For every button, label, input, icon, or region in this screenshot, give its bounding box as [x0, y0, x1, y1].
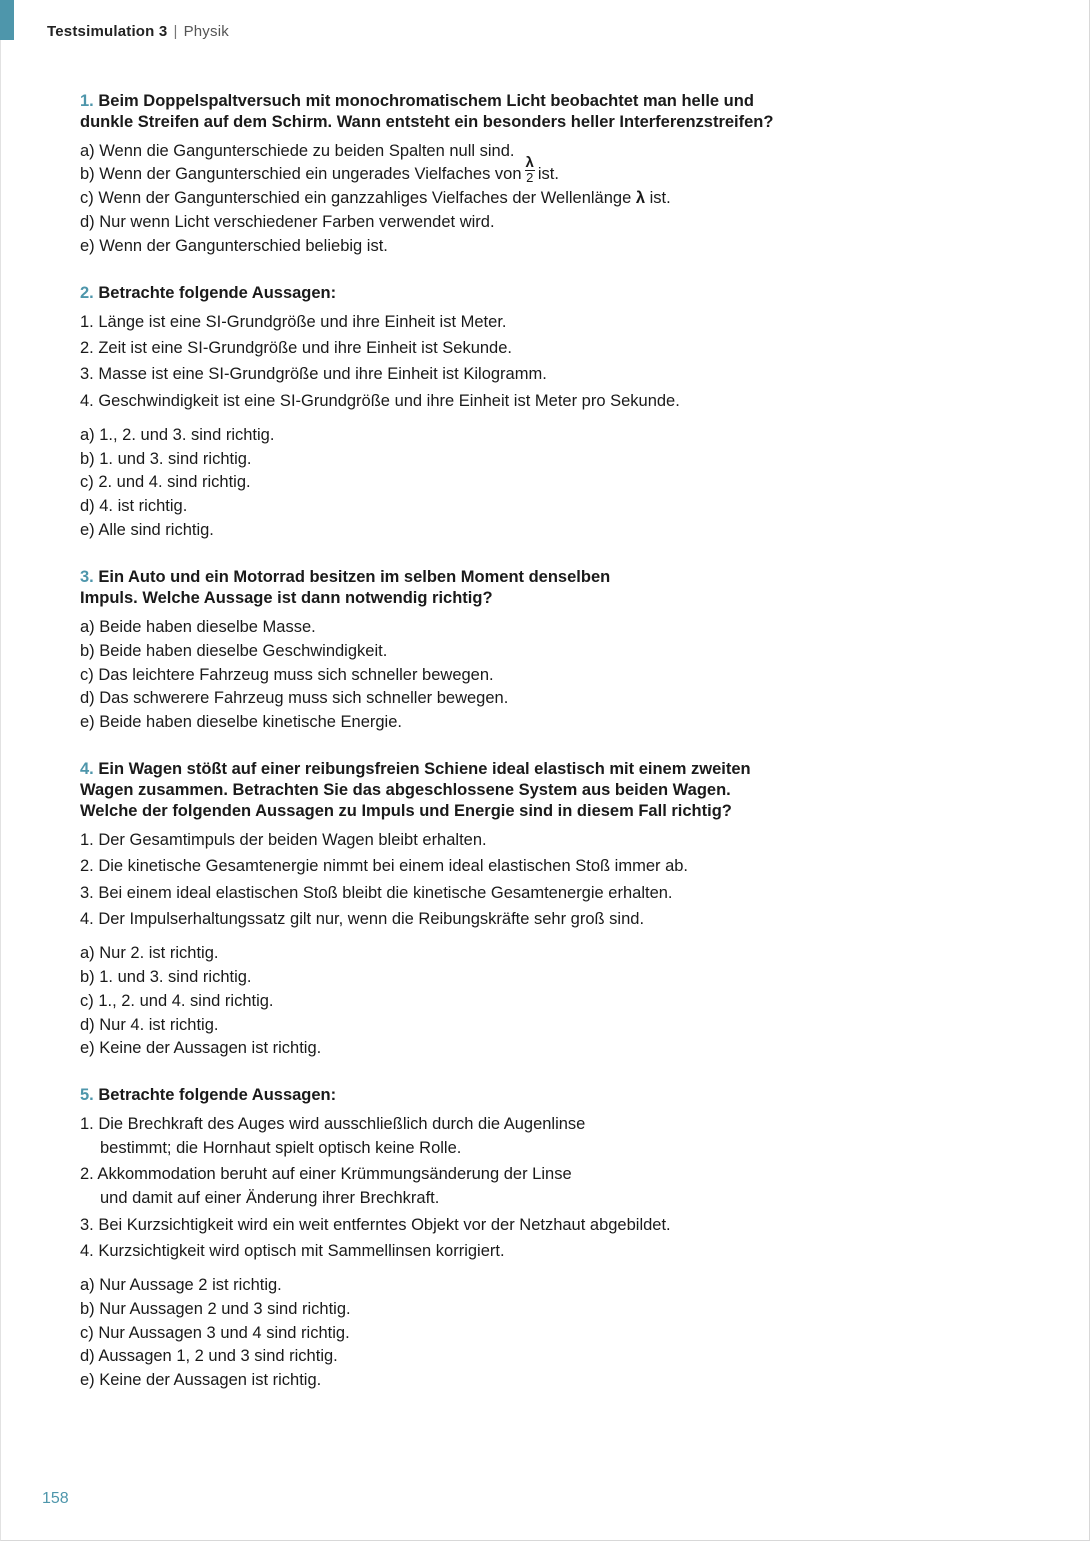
fraction-numerator: λ [525, 154, 534, 172]
q2-statement-2: 2. Zeit ist eine SI-Grundgröße und ihre Einheit ist Sekunde. [80, 339, 512, 357]
q2-statement-3: 3. Masse ist eine SI-Grundgröße und ihre Einheit ist Kilogramm. [80, 365, 547, 383]
q2-title-text: Betrachte folgende Aussagen: [98, 284, 337, 302]
q1-option-a: a) Wenn die Gangunterschiede zu beiden Spalten null sind. [80, 142, 515, 160]
q3-option-d: d) Das schwerere Fahrzeug muss sich schneller bewegen. [80, 689, 509, 707]
q1-option-c-text: c) Wenn der Gangunterschied ein ganzzahliges Vielfaches der Wellenlänge [80, 189, 632, 207]
q3-option-e: e) Beide haben dieselbe kinetische Energie. [80, 713, 402, 731]
q1-title-line-2: dunkle Streifen auf dem Schirm. Wann entsteht ein besonders heller Interferenzstreifen? [80, 113, 774, 131]
q2-title [80, 283, 880, 304]
q3-number: 3. [80, 568, 94, 586]
q3-title-line-1: Ein Auto und ein Motorrad besitzen im selben Moment denselben [98, 568, 611, 586]
q5-statement-1: 1. Die Brechkraft des Auges wird ausschließlich durch die Augenlinse [80, 1115, 586, 1133]
q4-statement-3: 3. Bei einem ideal elastischen Stoß bleibt die kinetische Gesamtenergie erhalten. [80, 884, 673, 902]
q1-option-b [80, 154, 559, 186]
q1-option-c [80, 188, 671, 208]
q4-title-line-3: Welche der folgenden Aussagen zu Impuls und Energie sind in diesem Fall richtig? [80, 802, 732, 820]
page-header [47, 22, 229, 42]
page-number: 158 [42, 1490, 69, 1507]
q2-statement-1: 1. Länge ist eine SI-Grundgröße und ihre Einheit ist Meter. [80, 313, 507, 331]
fraction-denominator: 2 [526, 170, 534, 186]
q3-title-line-2: Impuls. Welche Aussage ist dann notwendig richtig? [80, 589, 493, 607]
q4-number: 4. [80, 760, 94, 778]
q2-option-d: d) 4. ist richtig. [80, 497, 188, 515]
q5-title-text: Betrachte folgende Aussagen: [98, 1086, 337, 1104]
q2-option-b: b) 1. und 3. sind richtig. [80, 450, 252, 468]
q4-option-d: d) Nur 4. ist richtig. [80, 1016, 219, 1034]
q1-option-c-end: ist. [649, 189, 671, 207]
q5-option-e: e) Keine der Aussagen ist richtig. [80, 1371, 322, 1389]
accent-tab [0, 0, 14, 40]
q2-option-c: c) 2. und 4. sind richtig. [80, 473, 251, 491]
q3-option-c: c) Das leichtere Fahrzeug muss sich schneller bewegen. [80, 666, 494, 684]
q5-statement-2: 2. Akkommodation beruht auf einer Krümmungsänderung der Linse [80, 1165, 572, 1183]
q4-title-line-1: Ein Wagen stößt auf einer reibungsfreien Schiene ideal elastisch mit einem zweiten [98, 760, 751, 778]
q1-title-line-1: Beim Doppelspaltversuch mit monochromatischem Licht beobachtet man helle und [98, 92, 754, 110]
lambda-half-fraction [525, 155, 535, 184]
q5-statement-2-cont: und damit auf einer Änderung ihrer Brechkraft. [100, 1189, 440, 1207]
q5-statement-1-cont: bestimmt; die Hornhaut spielt optisch keine Rolle. [100, 1139, 462, 1157]
q5-statement-4: 4. Kurzsichtigkeit wird optisch mit Sammellinsen korrigiert. [80, 1242, 505, 1260]
q4-title [80, 759, 880, 822]
q4-statement-1: 1. Der Gesamtimpuls der beiden Wagen bleibt erhalten. [80, 831, 487, 849]
q1-number: 1. [80, 92, 94, 110]
q2-number: 2. [80, 284, 94, 302]
q1-option-b-end: ist. [537, 165, 559, 183]
q5-option-c: c) Nur Aussagen 3 und 4 sind richtig. [80, 1324, 350, 1342]
q1-option-b-text: b) Wenn der Gangunterschied ein ungerades Vielfaches von [80, 165, 522, 183]
q4-option-b: b) 1. und 3. sind richtig. [80, 968, 252, 986]
q3-option-a: a) Beide haben dieselbe Masse. [80, 618, 316, 636]
q2-option-e: e) Alle sind richtig. [80, 521, 214, 539]
q1-option-e: e) Wenn der Gangunterschied beliebig ist. [80, 237, 388, 255]
q3-title [80, 567, 880, 609]
header-separator: | [173, 23, 178, 40]
q3-option-b: b) Beide haben dieselbe Geschwindigkeit. [80, 642, 388, 660]
lambda-symbol: λ [635, 189, 646, 207]
q5-option-b: b) Nur Aussagen 2 und 3 sind richtig. [80, 1300, 351, 1318]
q2-statement-4: 4. Geschwindigkeit ist eine SI-Grundgröße und ihre Einheit ist Meter pro Sekunde. [80, 392, 680, 410]
q4-title-line-2: Wagen zusammen. Betrachten Sie das abgeschlossene System aus beiden Wagen. [80, 781, 731, 799]
q4-statement-2: 2. Die kinetische Gesamtenergie nimmt bei einem ideal elastischen Stoß immer ab. [80, 857, 689, 875]
q5-title [80, 1085, 880, 1106]
q4-statement-4: 4. Der Impulserhaltungssatz gilt nur, wenn die Reibungskräfte sehr groß sind. [80, 910, 645, 928]
q4-option-c: c) 1., 2. und 4. sind richtig. [80, 992, 274, 1010]
q5-statement-3: 3. Bei Kurzsichtigkeit wird ein weit entferntes Objekt vor der Netzhaut abgebildet. [80, 1216, 671, 1234]
header-subject: Physik [183, 23, 229, 40]
header-title: Testsimulation 3 [47, 23, 168, 40]
q5-option-a: a) Nur Aussage 2 ist richtig. [80, 1276, 282, 1294]
q4-option-a: a) Nur 2. ist richtig. [80, 944, 219, 962]
q5-option-d: d) Aussagen 1, 2 und 3 sind richtig. [80, 1347, 338, 1365]
q1-title [80, 91, 880, 133]
q4-option-e: e) Keine der Aussagen ist richtig. [80, 1039, 322, 1057]
q1-option-d: d) Nur wenn Licht verschiedener Farben verwendet wird. [80, 213, 495, 231]
q2-option-a: a) 1., 2. und 3. sind richtig. [80, 426, 275, 444]
q5-number: 5. [80, 1086, 94, 1104]
